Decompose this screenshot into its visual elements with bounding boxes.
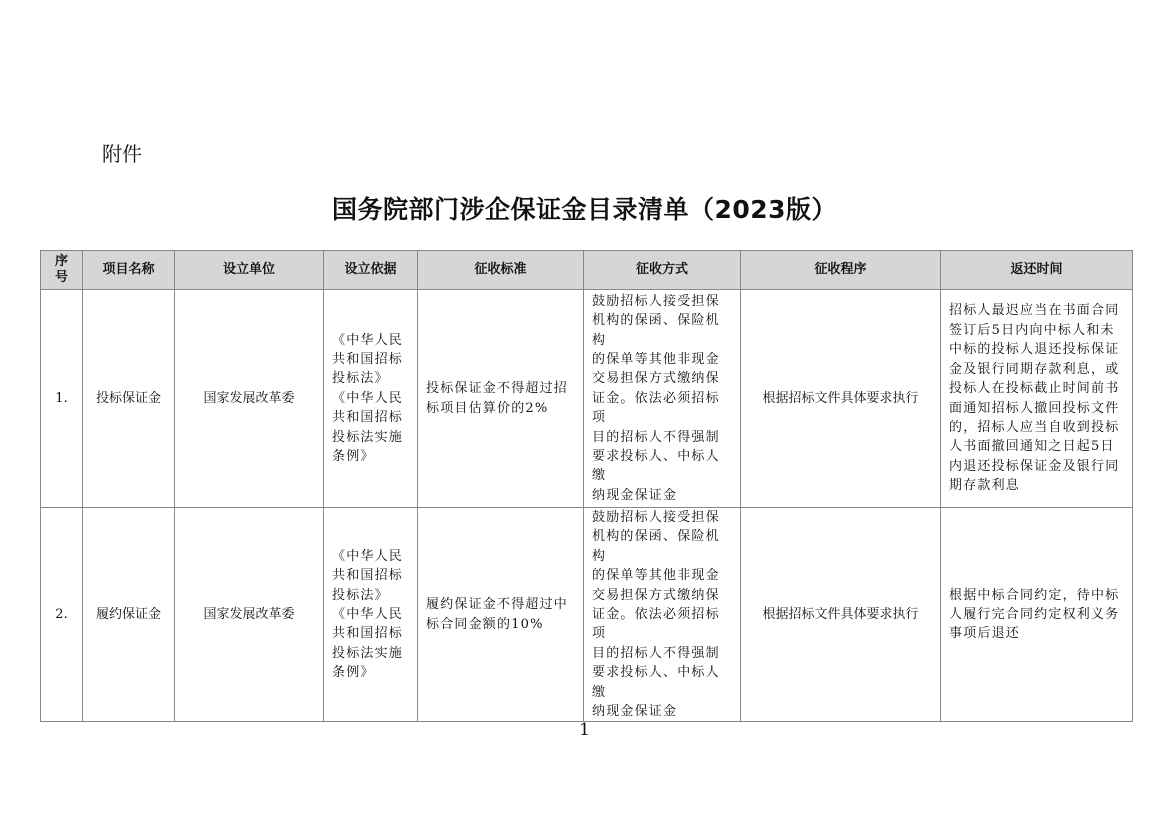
cell-standard: 履约保证金不得超过中 标合同金额的10%	[418, 508, 584, 722]
attachment-label: 附件	[102, 142, 142, 166]
cell-name: 履约保证金	[83, 508, 175, 722]
col-header-unit: 设立单位	[175, 251, 324, 290]
cell-standard: 投标保证金不得超过招 标项目估算价的2%	[418, 290, 584, 508]
col-header-basis: 设立依据	[324, 251, 418, 290]
cell-method: 鼓励招标人接受担保 机构的保函、保险机构 的保单等其他非现金 交易担保方式缴纳保 证金。依法必须招标项 目的招标人不得强制 要求投标人、中标人缴 纳现金保证金	[584, 508, 741, 722]
col-header-standard: 征收标准	[418, 251, 584, 290]
cell-basis: 《中华人民 共和国招标 投标法》 《中华人民 共和国招标 投标法实施 条例》	[324, 290, 418, 508]
cell-method: 鼓励招标人接受担保 机构的保函、保险机构 的保单等其他非现金 交易担保方式缴纳保 证金。依法必须招标项 目的招标人不得强制 要求投标人、中标人缴 纳现金保证金	[584, 290, 741, 508]
table-row	[41, 508, 1133, 722]
cell-unit: 国家发展改革委	[175, 508, 324, 722]
col-header-name: 项目名称	[83, 251, 175, 290]
col-header-no: 序 号	[41, 251, 83, 290]
table-row	[41, 290, 1133, 508]
page-title: 国务院部门涉企保证金目录清单（2023版）	[331, 195, 838, 224]
cell-name: 投标保证金	[83, 290, 175, 508]
col-header-method: 征收方式	[584, 251, 741, 290]
col-header-procedure: 征收程序	[741, 251, 941, 290]
cell-procedure: 根据招标文件具体要求执行	[741, 508, 941, 722]
cell-procedure: 根据招标文件具体要求执行	[741, 290, 941, 508]
cell-return: 根据中标合同约定，待中标 人履行完合同约定权利义务 事项后退还	[941, 508, 1133, 722]
cell-basis: 《中华人民 共和国招标 投标法》 《中华人民 共和国招标 投标法实施 条例》	[324, 508, 418, 722]
col-header-return: 返还时间	[941, 251, 1133, 290]
cell-return: 招标人最迟应当在书面合同 签订后5日内向中标人和未 中标的投标人退还投标保证 金及银行同期存款利息，或 投标人在投标截止时间前书 面通知招标人撤回投标文件 的，招标人应当自收到投标 人书面撤回通知之日起5日 内退还投标保证金及银行同 期存款利息	[941, 290, 1133, 508]
cell-no: 2.	[41, 508, 83, 722]
page-number: 1	[579, 720, 590, 740]
cell-no: 1.	[41, 290, 83, 508]
table-header-row	[41, 251, 1133, 290]
cell-unit: 国家发展改革委	[175, 290, 324, 508]
deposit-table	[40, 250, 1133, 722]
